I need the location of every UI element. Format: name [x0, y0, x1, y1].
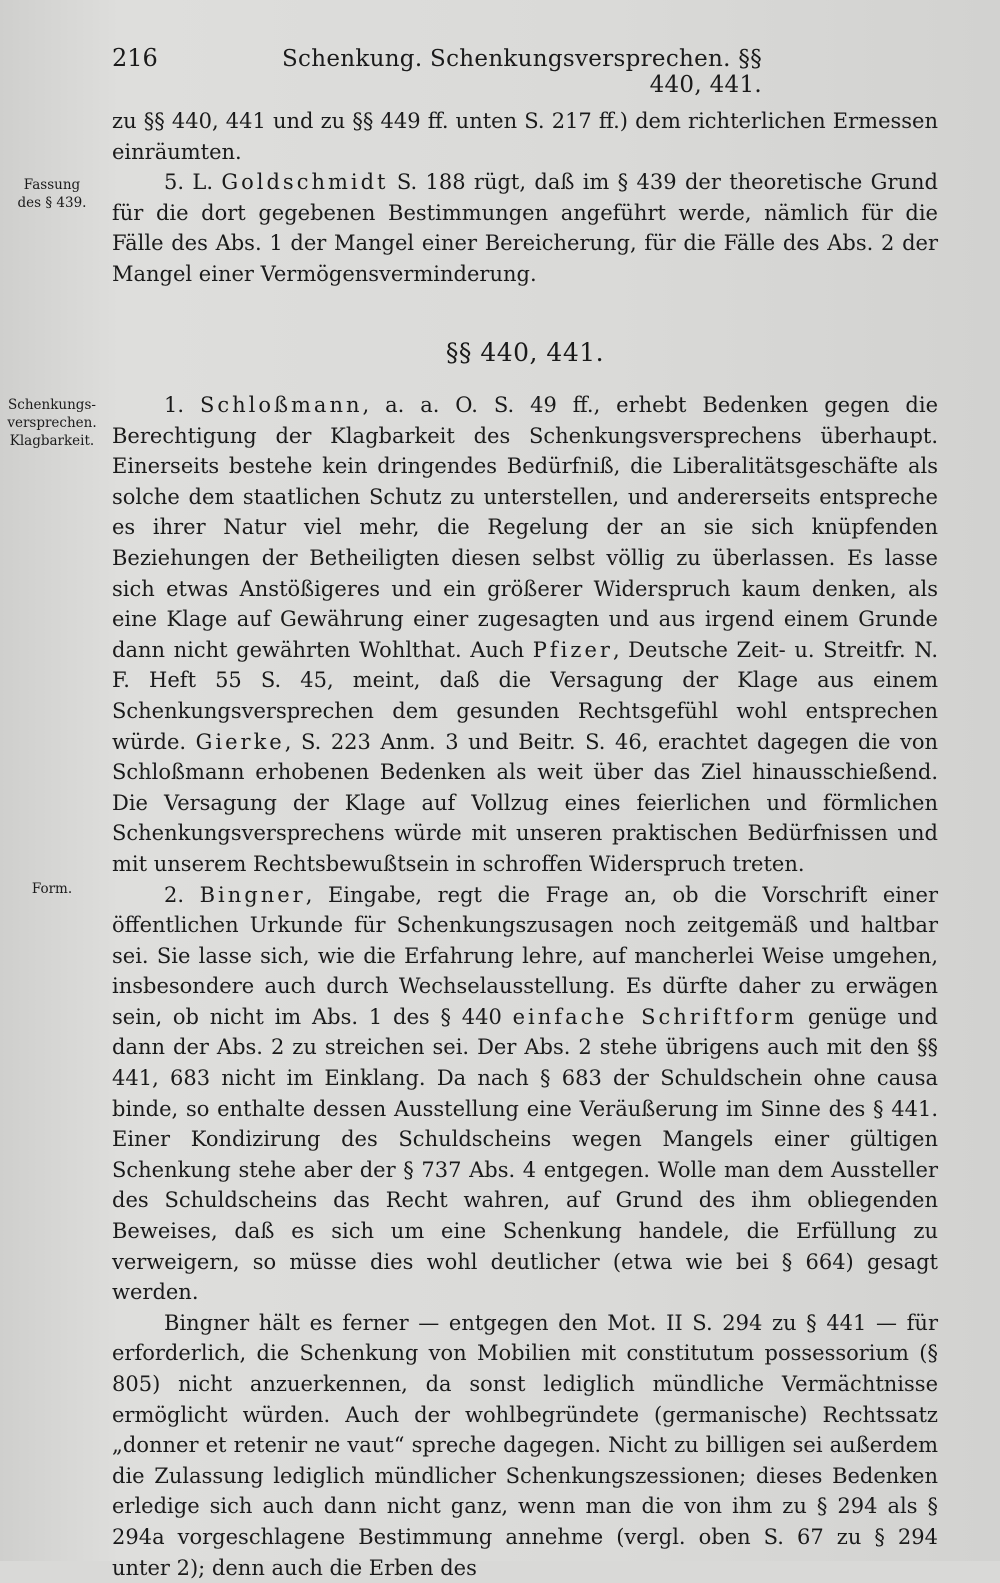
paragraph-text: , S. 223 Anm. 3 und Beitr. S. 46, erachtet dagegen die von Schloßmann erhobenen Bedenken als weit über das Ziel hinausschießend. Die Versagung der Klage auf Vollzug eines feierlichen und förmlichen Schenkungsversprechens würde mit unseren praktischen Bedürfnissen und mit unserem Rechtsbewußtsein in schroffen Widerspruch treten. — [112, 729, 938, 876]
margin-note-line: versprechen. — [7, 415, 97, 431]
page-number: 216 — [112, 44, 158, 72]
margin-note-schenkungsversprechen — [6, 396, 98, 450]
margin-note-line: Fassung — [23, 177, 81, 193]
paragraph-bingner — [112, 880, 938, 1308]
margin-note-form — [6, 880, 98, 898]
author-name: Pfizer — [532, 637, 613, 662]
emphasized-text: einfache Schriftform — [512, 1004, 798, 1029]
paragraph-schlossmann — [112, 390, 938, 880]
margin-note-line: Klagbarkeit. — [9, 433, 95, 449]
paragraph-text: S. 188 rügt, daß im § 439 der theoretische Grund für die dort gegebenen Bestimmungen angeführt werde, nämlich für die Fälle des Abs. 1 der Mangel einer Bereicherung, für die Fälle des Abs. 2 der Mangel einer Vermögensverminderung. — [112, 170, 938, 286]
paragraph-text: genüge und dann der Abs. 2 zu streichen sei. Der Abs. 2 stehe übrigens auch mit den §§ 441, 683 nicht im Einklang. Da nach § 683 der Schuldschein ohne causa binde, so enthalte dessen Ausstellung eine Veräußerung im Sinne des § 441. Einer Kondizirung des Schuldscheins wegen Mangels einer gültigen Schenkung stehe aber der § 737 Abs. 4 entgegen. Wolle man dem Aussteller des Schuldscheins das Recht wahren, auf Grund des ihm obliegenden Beweises, daß es sich um eine Schenkung handele, die Erfüllung zu verweigern, so müsse dies wohl deutlicher (etwa wie bei § 664) gesagt werden. — [112, 1004, 938, 1305]
author-name: Schloßmann — [199, 393, 363, 417]
paragraph-bingner-continued: Bingner hält es ferner — entgegen den Mot. II S. 294 zu § 441 — für erforderlich, die Schenkung von Mobilien mit constitutum possessorium (§ 805) nicht anzuerkennen, da sonst lediglich mündliche Vermächtnisse ermöglicht würden. Auch der wohlbegründete (germanische) Rechtssatz „donner et retenir ne vaut“ spreche dagegen. Nicht zu billigen sei außerdem die Zulassung lediglich mündlicher Schenkungszessionen; dieses Bedenken erledige sich auch dann nicht ganz, wenn man die von ihm zu § 294 als § 294a vorgeschlagene Bestimmung annehme (vergl. oben S. 67 zu § 294 unter 2); denn auch die Erben des — [112, 1310, 938, 1580]
margin-note-line: des § 439. — [17, 195, 87, 211]
body-block-main — [112, 390, 938, 1583]
margin-note-line: Form. — [31, 881, 73, 897]
running-title: Schenkung. Schenkungsversprechen. §§ 440, 441. — [281, 46, 762, 98]
margin-note-line: Schenkungs- — [8, 397, 96, 413]
paragraph-text: , Deutsche Zeit- u. Streitfr. N. F. Heft 55 S. 45, meint, daß die Versagung der Klage aus einem Schenkungsversprechen dem gesunden Rechtsgefühl wohl entsprechen würde. — [112, 637, 938, 754]
paragraph-goldschmidt — [112, 167, 938, 289]
margin-note-fassung — [6, 176, 98, 212]
paragraph-text: , a. a. O. S. 49 ff., erhebt Bedenken gegen die Berechtigung der Klagbarkeit des Schenkungsversprechens überhaupt. Einerseits bestehe kein dringendes Bedürfniß, die Liberalitätsgeschäfte als solche dem staatlichen Schutz zu unterstellen, und andererseits entspreche es ihrer Natur viel mehr, die Regelung der an sie sich knüpfenden Beziehungen der Betheiligten diesen selbst völlig zu überlassen. Es lasse sich etwas Anstößigeres und ein größerer Widerspruch kaum denken, als eine Klage auf Gewährung einer zugesagten und aus irgend einem Grunde dann nicht gewährten Wohlthat. Auch — [112, 393, 938, 662]
author-name: Gierke — [195, 729, 285, 754]
author-name: Goldschmidt — [221, 170, 389, 195]
author-name: Bingner — [199, 882, 306, 907]
paragraph-lead: 2. — [164, 882, 200, 907]
paragraph-lead: 5. L. — [164, 170, 222, 195]
paragraph-lead: 1. — [164, 393, 200, 417]
section-heading: §§ 440, 441. — [445, 338, 605, 367]
page-header — [112, 44, 762, 98]
body-block-top — [112, 106, 938, 290]
paragraph-text: , Eingabe, regt die Frage an, ob die Vorschrift einer öffentlichen Urkunde für Schenkungszusagen noch zeitgemäß und haltbar sei. Sie lasse sich, wie die Erfahrung lehre, auf mancherlei Weise umgehen, insbesondere auch durch Wechselausstellung. Es dürfte daher zu erwägen sein, ob nicht im Abs. 1 des § 440 — [112, 882, 938, 1029]
paragraph-continuation: zu §§ 440, 441 und zu §§ 449 ff. unten S. 217 ff.) dem richterlichen Ermessen einräumten. — [112, 109, 938, 164]
